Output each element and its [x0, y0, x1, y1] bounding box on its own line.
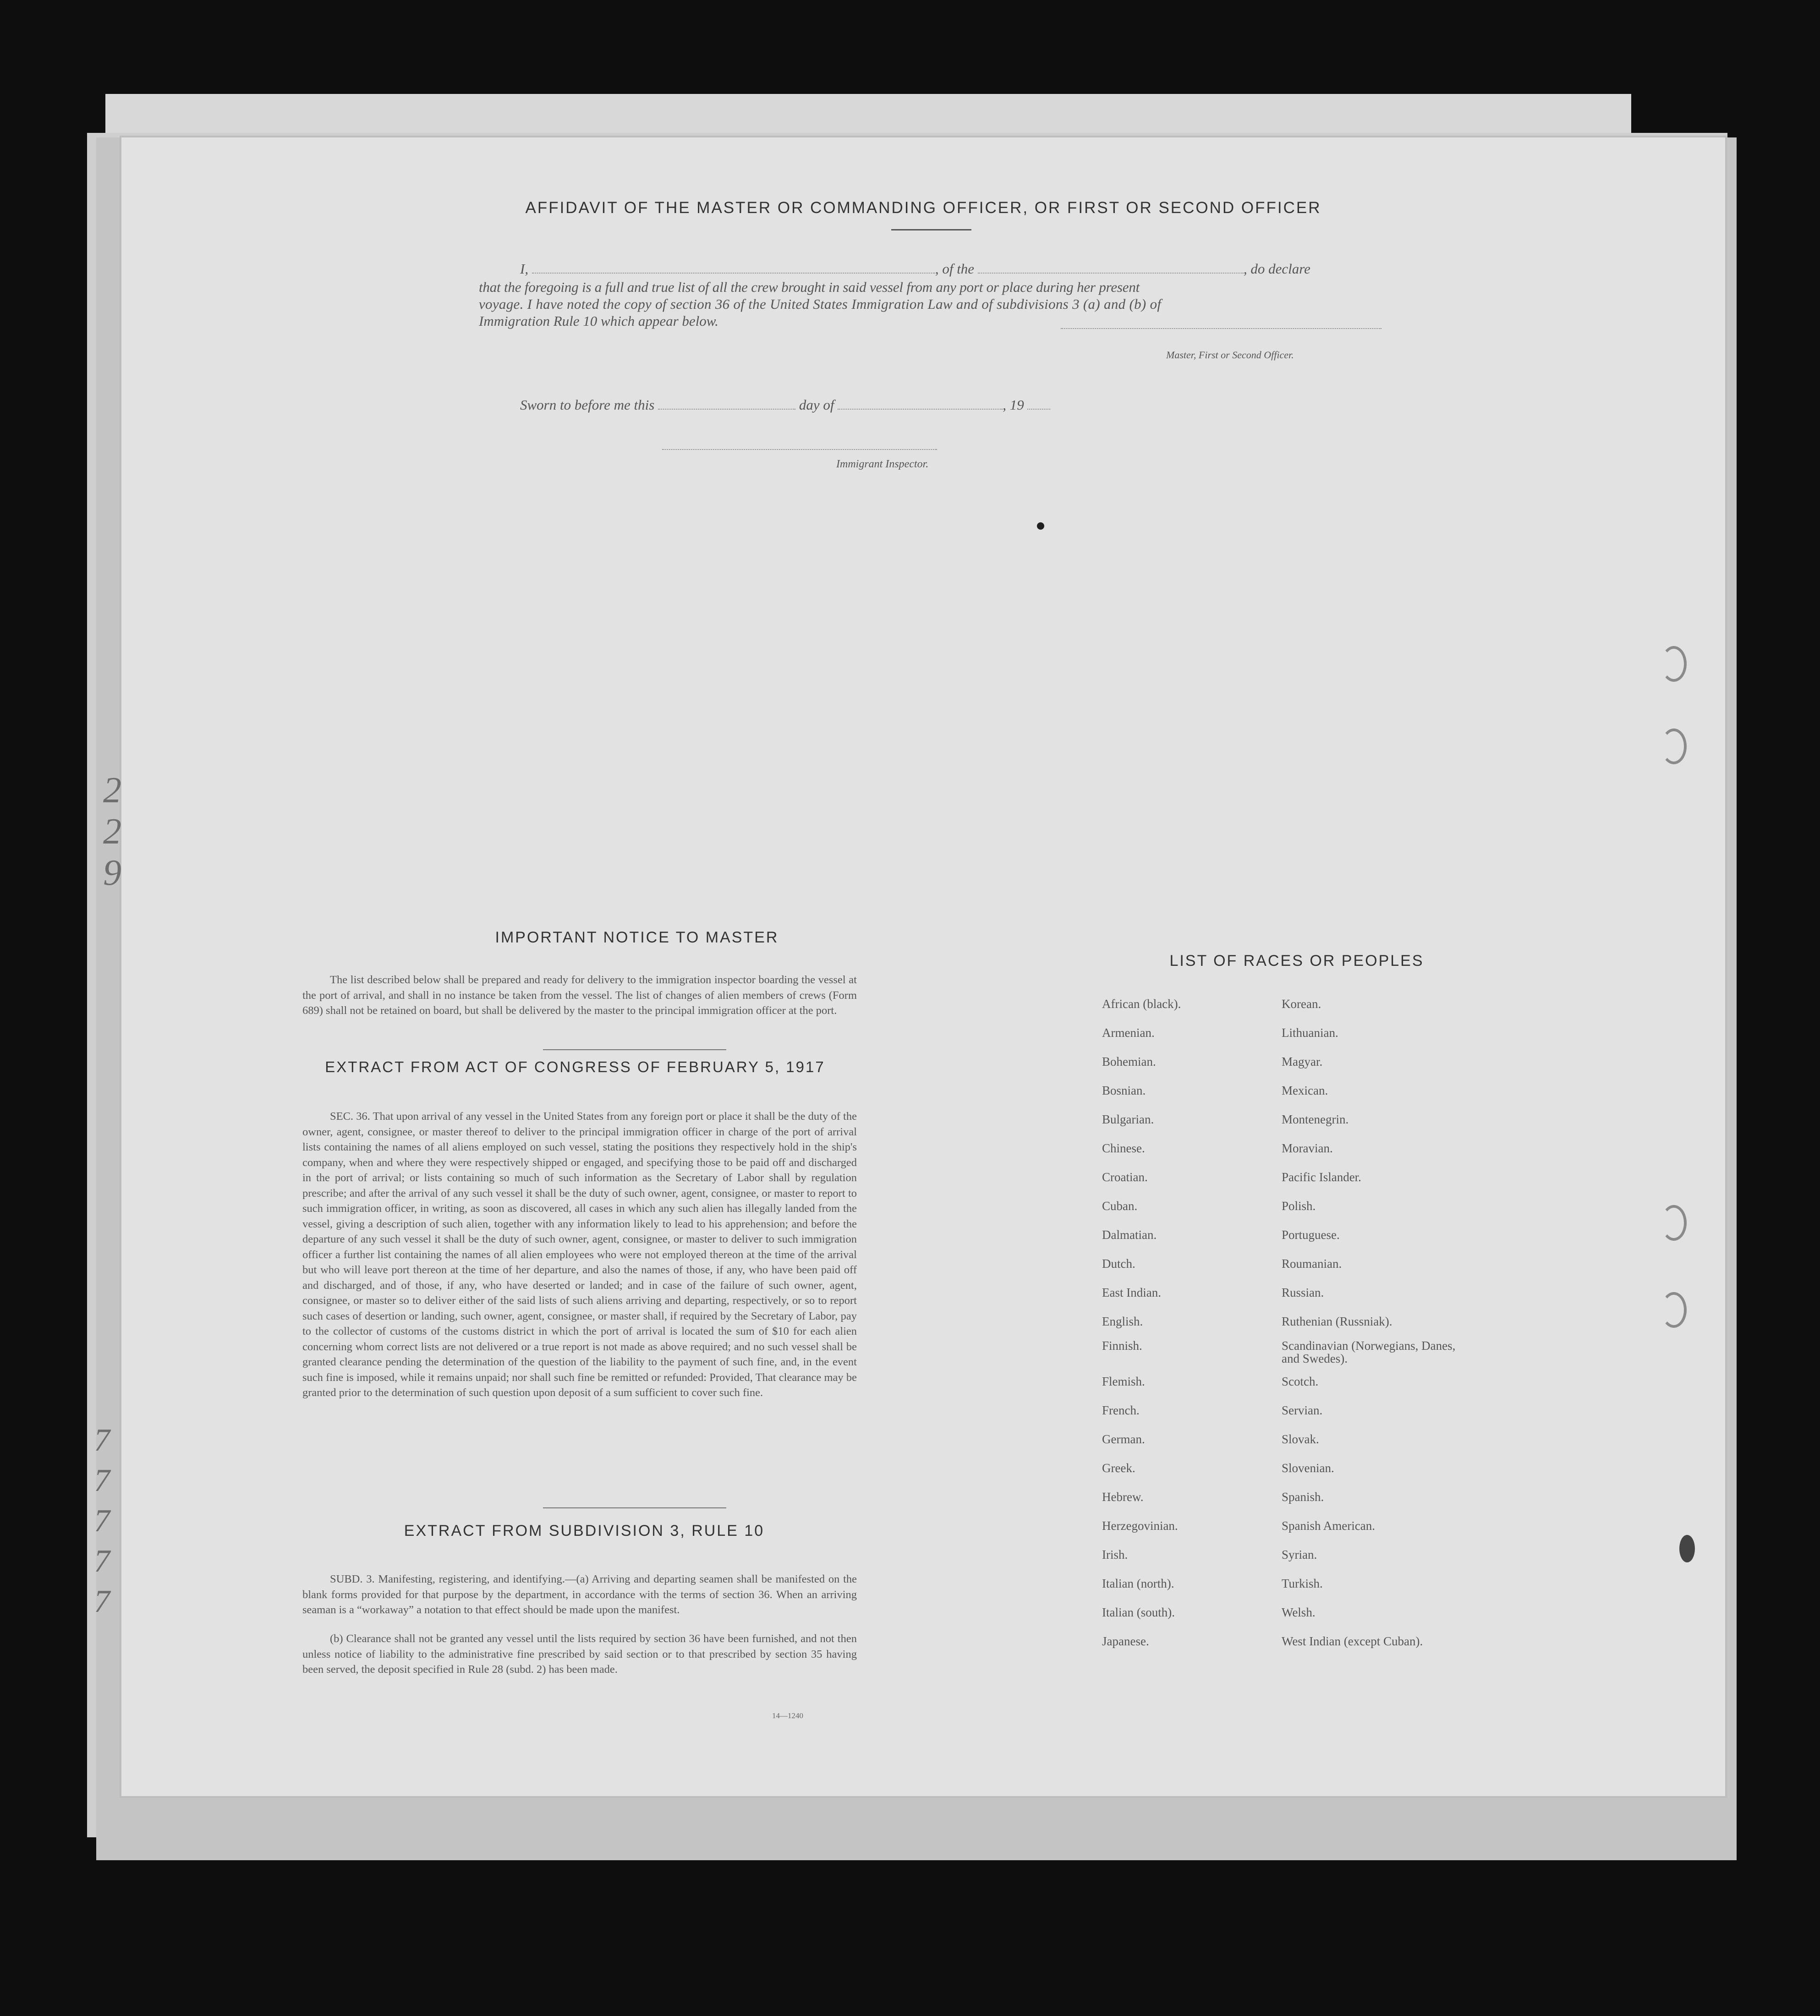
race-item: Ruthenian (Russniak).	[1282, 1315, 1392, 1328]
race-item: French.	[1102, 1403, 1140, 1417]
section-divider	[543, 1049, 726, 1050]
day-blank	[658, 397, 795, 410]
sworn-day-of: day of	[799, 397, 834, 413]
month-blank	[838, 397, 1003, 410]
race-item: Slovenian.	[1282, 1461, 1334, 1475]
signature-label: Master, First or Second Officer.	[1166, 349, 1294, 361]
race-item: Russian.	[1282, 1286, 1324, 1299]
ink-speck	[1037, 522, 1044, 530]
race-item: Armenian.	[1102, 1026, 1155, 1040]
race-item: African (black).	[1102, 997, 1181, 1011]
race-item: Flemish.	[1102, 1375, 1145, 1388]
race-item: Portuguese.	[1282, 1228, 1340, 1242]
section-divider	[543, 1507, 726, 1508]
punch-hole	[1661, 1205, 1687, 1241]
race-item: Italian (south).	[1102, 1605, 1175, 1619]
title-rule	[891, 229, 971, 230]
race-item: Finnish.	[1102, 1339, 1142, 1353]
race-item: Welsh.	[1282, 1605, 1316, 1619]
sworn-prefix: Sworn to before me this	[520, 397, 655, 413]
races-column-2	[1282, 990, 1483, 1656]
sworn-line	[520, 396, 1537, 413]
race-item: Chinese.	[1102, 1141, 1145, 1155]
punch-hole	[1661, 1292, 1687, 1328]
race-item: Polish.	[1282, 1199, 1316, 1213]
race-item: Bohemian.	[1102, 1055, 1156, 1068]
race-item: Japanese.	[1102, 1634, 1149, 1648]
punch-hole	[1679, 1535, 1695, 1562]
year-blank	[1027, 397, 1050, 410]
race-item: Servian.	[1282, 1403, 1323, 1417]
race-item: English.	[1102, 1315, 1143, 1328]
affidavit-of-the: , of the	[935, 261, 975, 277]
affidavit-line-3: voyage. I have noted the copy of section 36 of the United States Immigration Law and of subdivisions 3 (a) and (b) of	[479, 296, 1162, 312]
vessel-blank	[978, 261, 1244, 274]
affidavit-do-declare: , do declare	[1243, 261, 1310, 277]
race-item: Bosnian.	[1102, 1084, 1146, 1097]
race-item: Turkish.	[1282, 1577, 1323, 1590]
margin-handwriting: 7 7 7 7 7	[94, 1423, 110, 1619]
race-item: Croatian.	[1102, 1170, 1148, 1184]
race-item: Slovak.	[1282, 1432, 1319, 1446]
rule-para-a: SUBD. 3. Manifesting, registering, and identifying.—(a) Arriving and departing seamen shall be manifested on the blank forms provided for that purpose by the department, in accordance with the terms of section 36. When an arriving seaman is a “workaway” a notation to that effect should be made upon the manifest.	[302, 1573, 857, 1616]
affidavit-line-1	[520, 260, 1496, 277]
race-item: Mexican.	[1282, 1084, 1328, 1097]
notice-text: The list described below shall be prepared and ready for delivery to the immigration inspector boarding the vessel at the port of arrival, and shall in no instance be taken from the vessel. The list of changes of alien members of crews (Form 689) shall not be retained on board, but shall be delivered by the master to the principal immigration officer at the port.	[302, 974, 857, 1017]
sworn-year: , 19	[1003, 397, 1024, 413]
act-heading: EXTRACT FROM ACT OF CONGRESS OF FEBRUARY 5, 1917	[325, 1058, 825, 1075]
race-item: Dutch.	[1102, 1257, 1135, 1271]
race-item: Herzegovinian.	[1102, 1519, 1178, 1533]
name-blank	[532, 261, 935, 274]
affidavit-title: AFFIDAVIT OF THE MASTER OR COMMANDING OFFICER, OR FIRST OR SECOND OFFICER	[525, 199, 1321, 217]
race-item: Italian (north).	[1102, 1577, 1174, 1590]
race-item: Lithuanian.	[1282, 1026, 1338, 1040]
race-item: Syrian.	[1282, 1548, 1317, 1561]
race-item: German.	[1102, 1432, 1145, 1446]
race-item: Magyar.	[1282, 1055, 1323, 1068]
punch-hole	[1661, 646, 1687, 682]
race-item: Bulgarian.	[1102, 1112, 1154, 1126]
inspector-label: Immigrant Inspector.	[836, 458, 929, 470]
race-item: Irish.	[1102, 1548, 1128, 1561]
signature-blank	[1061, 316, 1381, 329]
races-heading: LIST OF RACES OR PEOPLES	[1169, 952, 1424, 970]
race-item: Montenegrin.	[1282, 1112, 1349, 1126]
form-number: 14—1240	[772, 1711, 803, 1720]
rule-heading: EXTRACT FROM SUBDIVISION 3, RULE 10	[404, 1522, 765, 1539]
rule-para-b: (b) Clearance shall not be granted any vessel until the lists required by section 36 have been furnished, and not then unless notice of liability to the administrative fine prescribed by said section or to that prescribed by section 35 having been served, the deposit specified in Rule 28 (subd. 2) has been made.	[302, 1633, 857, 1676]
race-item: Roumanian.	[1282, 1257, 1342, 1271]
race-item: Greek.	[1102, 1461, 1135, 1475]
races-column-1	[1102, 990, 1267, 1656]
race-item: Korean.	[1282, 997, 1321, 1011]
punch-hole	[1661, 729, 1687, 764]
affidavit-line-4: Immigration Rule 10 which appear below.	[479, 313, 718, 329]
race-item: Hebrew.	[1102, 1490, 1144, 1504]
margin-handwriting: 2 2 9	[103, 770, 121, 893]
race-item: Scandinavian (Norwegians, Danes, and Swedes).	[1282, 1339, 1456, 1365]
race-item: Cuban.	[1102, 1199, 1138, 1213]
race-item: Dalmatian.	[1102, 1228, 1157, 1242]
notice-heading: IMPORTANT NOTICE TO MASTER	[495, 929, 779, 946]
race-item: West Indian (except Cuban).	[1282, 1634, 1423, 1648]
document-page	[94, 137, 1725, 1796]
inspector-signature-blank	[662, 437, 937, 450]
race-item: Spanish.	[1282, 1490, 1324, 1504]
race-item: Spanish American.	[1282, 1519, 1375, 1533]
act-text: SEC. 36. That upon arrival of any vessel in the United States from any foreign port or place it shall be the duty of the owner, agent, consignee, or master thereof to deliver to the principal immigration officer in charge of the port of arrival lists containing the names of all aliens employed on such vessel, stating the positions they respectively hold in the ship's company, when and where they were respectively shipped or engaged, and specifying those to be paid off and discharged in the port of arrival; or lists containing so much of such information as the Secretary of Labor shall by regulation prescribe; and after the arrival of any such vessel it shall be the duty of such owner, agent, consignee, or master to report to such immigration officer, in writing, as soon as discovered, all cases in which any such alien has illegally landed from the vessel, giving a description of such alien, together with any information likely to lead to his apprehension; and before the departure of any such vessel it shall be the duty of such owner, agent, consignee, or master to deliver to such immigration officer a further list containing the names of all alien employees who were not employed thereon at the time of the arrival but who will leave port thereon at the time of her departure, and also the names of those, if any, who have been paid off and discharged, and of those, if any, who have deserted or landed; and in case of the failure of such owner, agent, consignee, or master so to deliver either of the said lists of such aliens arriving and departing, respectively, or so to report such cases of desertion or landing, such owner, agent, consignee, or master shall, if required by the Secretary of Labor, pay to the collector of customs of the customs district in which the port of arrival is located the sum of $10 for each alien concerning whom correct lists are not delivered or a true report is not made as above required; and no such vessel shall be granted clearance pending the determination of the question of the liability to the payment of such fine, and, in the event such fine is imposed, while it remains unpaid; nor shall such fine be remitted or refunded: Provided, That clearance may be granted prior to the determination of such question upon deposit of a sum sufficient to cover such fine.	[302, 1110, 857, 1399]
affidavit-line-2: that the foregoing is a full and true list of all the crew brought in said vessel from any port or place during her present	[479, 279, 1140, 295]
race-item: Scotch.	[1282, 1375, 1319, 1388]
race-item: Moravian.	[1282, 1141, 1333, 1155]
affidavit-i: I,	[520, 261, 529, 277]
race-item: Pacific Islander.	[1282, 1170, 1361, 1184]
race-item: East Indian.	[1102, 1286, 1161, 1299]
